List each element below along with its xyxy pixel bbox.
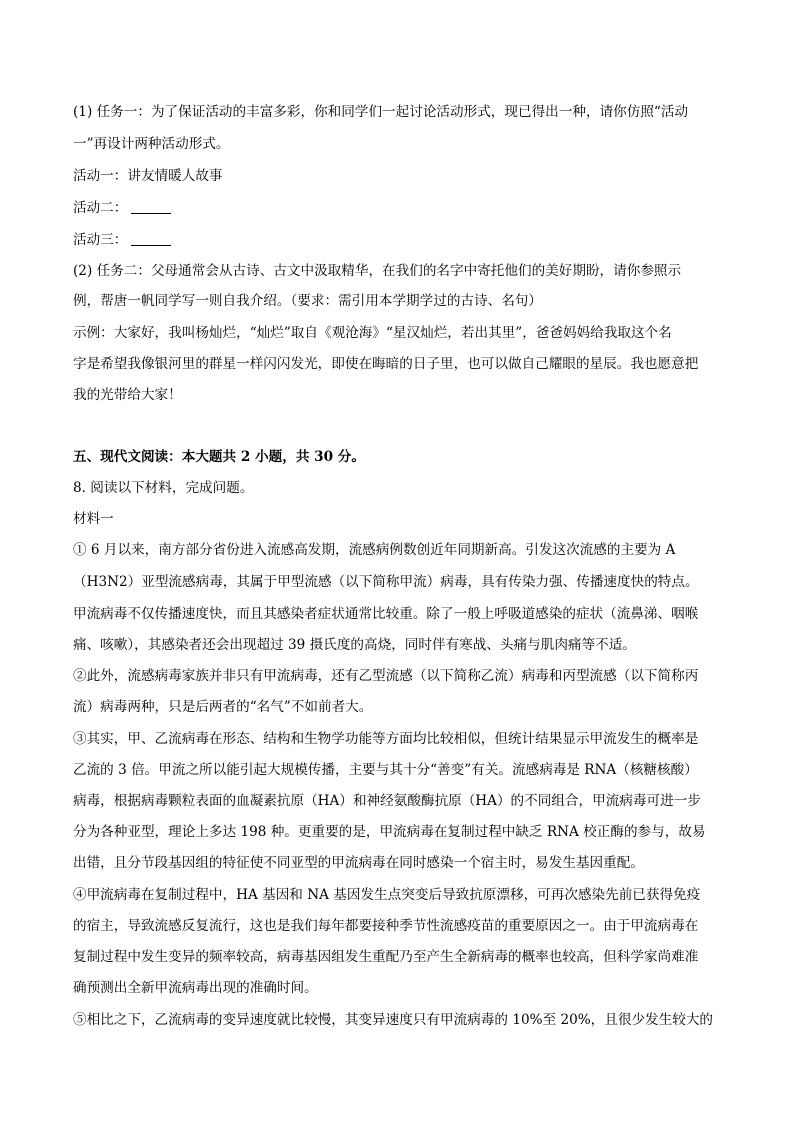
activity-2 [73, 198, 723, 218]
question-8: 8. 阅读以下材料，完成问题。 [73, 480, 254, 496]
material-line: 复制过程中发生变异的频率较高，病毒基因组发生重配乃至产生全新病毒的概率也较高，但科学家尚难准 [73, 949, 699, 965]
activity-3-label: 活动三： [73, 232, 128, 248]
task1-prompt-line-1: (1) 任务一：为了保证活动的丰富多彩，你和同学们一起讨论活动形式，现已得出一种，请你仿照“活动 [73, 104, 689, 120]
task1-prompt-line-2: 一”再设计两种活动形式。 [73, 136, 230, 152]
activity-2-label: 活动二： [73, 200, 128, 216]
material-line: 分为各种亚型，理论上多达 198 种。更重要的是，甲流病毒在复制过程中缺乏 RNA 校正酶的参与，故易 [73, 824, 706, 840]
task2-example-line-3: 我的光带给大家！ [73, 387, 182, 403]
material-line: 乙流的 3 倍。甲流之所以能引起大规模传播，主要与其十分“善变”有关。流感病毒是 RNA（核糖核酸） [73, 762, 698, 778]
material-line: 甲流病毒不仅传播速度快，而且其感染者症状通常比较重。除了一般上呼吸道感染的症状（流鼻涕、咽喉 [73, 606, 699, 622]
activity-1: 活动一：讲友情暖人故事 [73, 168, 223, 184]
material-line: 流）病毒两种，只是后两者的“名气”不如前者大。 [73, 699, 373, 715]
task2-prompt-line-1: (2) 任务二：父母通常会从古诗、古文中汲取精华，在我们的名字中寄托他们的美好期盼，请你参照示 [73, 263, 682, 279]
activity-2-answer-blank[interactable] [131, 199, 171, 214]
task2-prompt-line-2: 例，帮唐一帆同学写一则自我介绍。（要求：需引用本学期学过的古诗、名句） [73, 293, 542, 309]
material-line: ②此外，流感病毒家族并非只有甲流病毒，还有乙型流感（以下简称乙流）病毒和丙型流感（以下简称丙 [73, 668, 699, 684]
material-line: （H3N2）亚型流感病毒，其属于甲型流感（以下简称甲流）病毒，具有传染力强、传播速度快的特点。 [73, 574, 699, 590]
material-line: 痛、咳嗽），其感染者还会出现超过 39 摄氏度的高烧，同时伴有寒战、头痛与肌肉痛等不适。 [73, 637, 636, 653]
material-line: 病毒，根据病毒颗粒表面的血凝素抗原（HA）和神经氨酸酶抗原（HA）的不同组合，甲流病毒可进一步 [73, 793, 701, 809]
material-line: ④甲流病毒在复制过程中，HA 基因和 NA 基因发生点突变后导致抗原漂移，可再次感染先前已获得免疫 [73, 887, 701, 903]
material-line: 确预测出全新甲流病毒出现的准确时间。 [73, 980, 318, 996]
material-label: 材料一 [73, 511, 114, 527]
activity-3-answer-blank[interactable] [131, 231, 171, 246]
material-line: 出错，且分节段基因组的特征使不同亚型的甲流病毒在同时感染一个宿主时，易发生基因重配。 [73, 855, 644, 871]
section-5-heading: 五、现代文阅读：本大题共 2 小题，共 30 分。 [73, 449, 365, 465]
material-line: 的宿主，导致流感反复流行，这也是我们每年都要接种季节性流感疫苗的重要原因之一。由于甲流病毒在 [73, 918, 699, 934]
material-line: ③其实，甲、乙流病毒在形态、结构和生物学功能等方面均比较相似，但统计结果显示甲流发生的概率是 [73, 731, 699, 747]
activity-3 [73, 230, 723, 250]
material-line: ⑤相比之下，乙流病毒的变异速度就比较慢，其变异速度只有甲流病毒的 10%至 20%，且很少发生较大的 [73, 1012, 714, 1028]
material-line: ① 6 月以来，南方部分省份进入流感高发期，流感病例数创近年同期新高。引发这次流感的主要为 A [73, 542, 676, 558]
task2-example-line-2: 字是希望我像银河里的群星一样闪闪发光，即使在晦暗的日子里，也可以做自己耀眼的星辰。我也愿意把 [73, 356, 699, 372]
task2-example-line-1: 示例：大家好，我叫杨灿烂，“灿烂”取自《观沧海》“星汉灿烂，若出其里”，爸爸妈妈给我取这个名 [73, 325, 672, 341]
